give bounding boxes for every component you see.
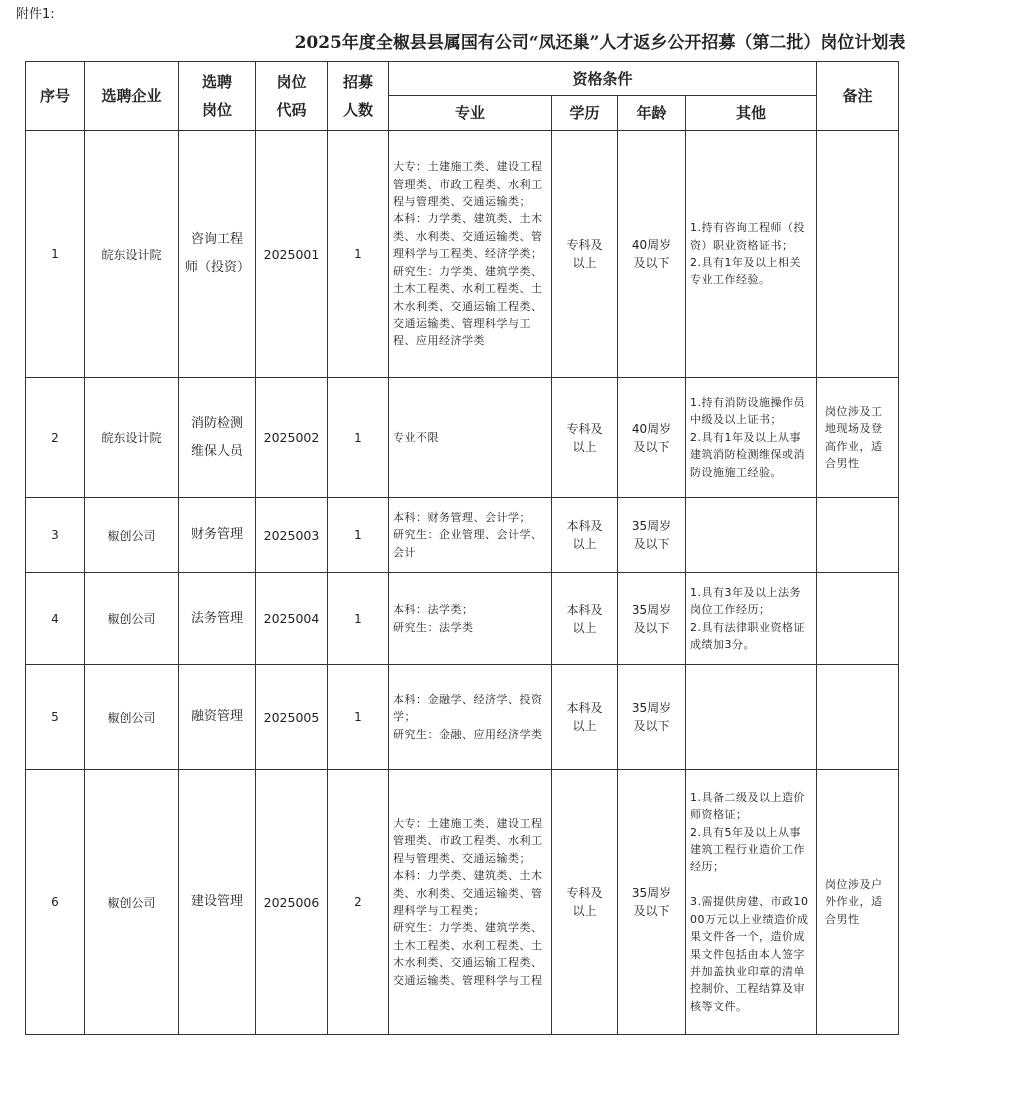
position-cell: 咨询工程师（投资）: [179, 131, 256, 378]
code-cell: 2025006: [256, 770, 328, 1035]
table-row: [26, 378, 899, 498]
table-row: [26, 131, 899, 378]
age-cell: 35周岁及以下: [618, 573, 686, 665]
header-company: 选聘企业: [85, 62, 179, 131]
remark-cell: 岗位涉及户外作业，适合男性: [817, 770, 899, 1035]
header-age: 年龄: [618, 96, 686, 131]
remark-cell: [817, 131, 899, 378]
table-row: [26, 770, 899, 1035]
education-cell: 专科及以上: [552, 131, 618, 378]
age-cell: 35周岁及以下: [618, 770, 686, 1035]
age-cell: 35周岁及以下: [618, 665, 686, 770]
other-cell: 1.持有咨询工程师（投资）职业资格证书； 2.具有1年及以上相关专业工作经验。: [686, 131, 817, 378]
code-cell: 2025002: [256, 378, 328, 498]
other-cell: [686, 665, 817, 770]
other-cell: 1.具有3年及以上法务岗位工作经历； 2.具有法律职业资格证成绩加3分。: [686, 573, 817, 665]
header-qualification: 资格条件: [389, 62, 817, 96]
position-cell: 建设管理: [179, 770, 256, 1035]
count-cell: 2: [328, 770, 389, 1035]
education-cell: 本科及以上: [552, 498, 618, 573]
company-cell: 椒创公司: [85, 770, 179, 1035]
education-cell: 专科及以上: [552, 770, 618, 1035]
count-cell: 1: [328, 573, 389, 665]
education-cell: 本科及以上: [552, 573, 618, 665]
position-cell: 财务管理: [179, 498, 256, 573]
header-seq: 序号: [26, 62, 85, 131]
major-cell: 本科：财务管理、会计学； 研究生：企业管理、会计学、会计: [389, 498, 552, 573]
education-cell: 本科及以上: [552, 665, 618, 770]
other-cell: [686, 498, 817, 573]
company-cell: 椒创公司: [85, 498, 179, 573]
seq-cell: 6: [26, 770, 85, 1035]
position-plan-table: [25, 61, 899, 1035]
header-education: 学历: [552, 96, 618, 131]
seq-cell: 3: [26, 498, 85, 573]
seq-cell: 2: [26, 378, 85, 498]
major-cell: 专业不限: [389, 378, 552, 498]
seq-cell: 1: [26, 131, 85, 378]
company-cell: 椒创公司: [85, 573, 179, 665]
table-row: [26, 665, 899, 770]
code-cell: 2025005: [256, 665, 328, 770]
remark-cell: [817, 573, 899, 665]
attachment-label: 附件1:: [16, 7, 55, 22]
header-remark: 备注: [817, 62, 899, 131]
remark-cell: 岗位涉及工地现场及登高作业，适合男性: [817, 378, 899, 498]
remark-cell: [817, 665, 899, 770]
count-cell: 1: [328, 665, 389, 770]
position-cell: 法务管理: [179, 573, 256, 665]
position-cell: 融资管理: [179, 665, 256, 770]
count-cell: 1: [328, 498, 389, 573]
remark-cell: [817, 498, 899, 573]
header-major: 专业: [389, 96, 552, 131]
code-cell: 2025003: [256, 498, 328, 573]
page-title: 2025年度全椒县县属国有公司“凤还巢”人才返乡公开招募（第二批）岗位计划表: [294, 33, 906, 53]
table-row: [26, 573, 899, 665]
major-cell: 大专：土建施工类、建设工程管理类、市政工程类、水利工程与管理类、交通运输类； 本科：力学类、建筑类、土木类、水利类、交通运输类、管理科学与工程类、经济学类； 研究生：力学类、建筑学类、土木工程类、水利工程类、土木水利类、交通运输工程类、交通运输类、管理科学与工程、应用经济学类: [389, 131, 552, 378]
seq-cell: 5: [26, 665, 85, 770]
company-cell: 皖东设计院: [85, 131, 179, 378]
count-cell: 1: [328, 131, 389, 378]
code-cell: 2025001: [256, 131, 328, 378]
education-cell: 专科及以上: [552, 378, 618, 498]
code-cell: 2025004: [256, 573, 328, 665]
age-cell: 35周岁及以下: [618, 498, 686, 573]
age-cell: 40周岁及以下: [618, 378, 686, 498]
header-other: 其他: [686, 96, 817, 131]
major-cell: 本科：金融学、经济学、投资学； 研究生：金融、应用经济学类: [389, 665, 552, 770]
header-count: 招募 人数: [328, 62, 389, 131]
other-cell: 1.持有消防设施操作员中级及以上证书； 2.具有1年及以上从事建筑消防检测维保或消防设施施工经验。: [686, 378, 817, 498]
company-cell: 皖东设计院: [85, 378, 179, 498]
other-cell: 1.具备二级及以上造价师资格证； 2.具有5年及以上从事建筑工程行业造价工作经历； 3.需提供房建、市政1000万元以上业绩造价成果文件各一个，造价成果文件包括由本人签字并加盖执业印章的清单控制价、工程结算及审核等文件。: [686, 770, 817, 1035]
table-row: [26, 498, 899, 573]
company-cell: 椒创公司: [85, 665, 179, 770]
seq-cell: 4: [26, 573, 85, 665]
age-cell: 40周岁及以下: [618, 131, 686, 378]
position-cell: 消防检测维保人员: [179, 378, 256, 498]
header-position: 选聘 岗位: [179, 62, 256, 131]
major-cell: 本科：法学类； 研究生：法学类: [389, 573, 552, 665]
major-cell: 大专：土建施工类、建设工程管理类、市政工程类、水利工程与管理类、交通运输类； 本科：力学类、建筑类、土木类、水利类、交通运输类、管理科学与工程类； 研究生：力学类、建筑学类、土木工程类、水利工程类、土木水利类、交通运输工程类、交通运输类、管理科学与工程: [389, 770, 552, 1035]
count-cell: 1: [328, 378, 389, 498]
header-code: 岗位 代码: [256, 62, 328, 131]
